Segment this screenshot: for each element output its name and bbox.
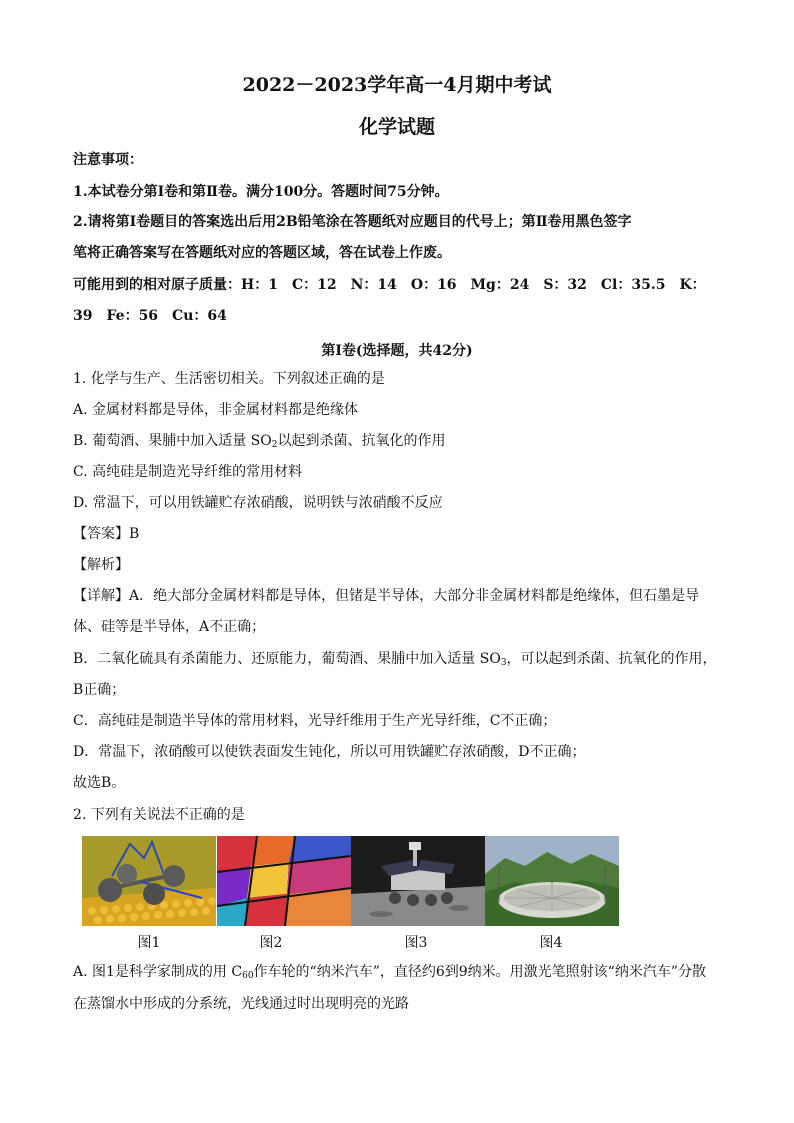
q1-stem: 1. 化学与生产、生活密切相关。下列叙述正确的是 [73,371,385,387]
q1-detail-line-7: 故选B。 [73,775,126,791]
exam-subtitle: 化学试题 [358,116,435,138]
q1-option-a: A. 金属材料都是导体，非金属材料都是绝缘体 [73,402,359,418]
figure-2-caption: 图2 [259,935,283,951]
figure-1-nanocar [82,836,216,926]
notes-heading: 注意事项： [73,152,143,168]
q2-stem: 2. 下列有关说法不正确的是 [73,807,245,823]
q1-detail-line-5: C．高纯硅是制造半导体的常用材料，光导纤维用于生产光导纤维，C不正确； [73,713,557,729]
notes-item-2-line-2: 笔将正确答案写在答题纸对应的答题区域，答在试卷上作废。 [73,245,451,261]
section-title: 第Ⅰ卷(选择题，共42分) [321,343,473,359]
figure-1-caption: 图1 [137,935,161,951]
q2-option-a-line-1 [73,962,723,986]
q2-option-a-post: 作车轮的“纳米汽车”，直径约6到9纳米。用激光笔照射该“纳米汽车”分散 [253,964,706,980]
q1-detail-line-3-sub: 3 [500,658,507,668]
q1-detail-line-3 [73,649,723,673]
q2-option-a-line-2: 在蒸馏水中形成的分系统，光线通过时出现明亮的光路 [73,996,409,1012]
figure-3-caption: 图3 [404,935,428,951]
q1-analysis-label: 【解析】 [73,557,129,573]
q1-detail-line-4: B正确； [73,682,126,698]
q2-option-a-sub: 60 [242,971,254,981]
notes-item-2-line-1: 2.请将第Ⅰ卷题目的答案选出后用2B铅笔涂在答题纸对应题目的代号上；第Ⅱ卷用黑色签字 [73,214,632,230]
q1-option-d: D. 常温下，可以用铁罐贮存浓硝酸，说明铁与浓硝酸不反应 [73,495,443,511]
exam-title: 2022－2023学年高一4月期中考试 [242,74,552,96]
q1-detail-line-3-pre: B．二氧化硫具有杀菌能力、还原能力，葡萄酒、果脯中加入适量 SO [73,651,501,667]
atomic-mass-line-1: 可能用到的相对原子质量：H：1 C：12 N：14 O：16 Mg：24 S：32 Cl：35.5 K： [73,277,706,293]
figure-3-lunar-rover [351,836,485,926]
figure-2-colored-glass [217,836,351,926]
q1-option-b-post: 以起到杀菌、抗氧化的作用 [277,433,446,449]
atomic-mass-line-2: 39 Fe：56 Cu：64 [73,308,227,324]
figure-4-radio-telescope [485,836,619,926]
q1-detail-line-2: 体、硅等是半导体，A不正确； [73,619,266,635]
q2-option-a-pre: A. 图1是科学家制成的用 C [73,964,243,980]
q1-answer: 【答案】B [73,526,140,542]
q1-detail-line-6: D．常温下，浓硝酸可以使铁表面发生钝化，所以可用铁罐贮存浓硝酸，D不正确； [73,744,586,760]
q1-option-c: C. 高纯硅是制造光导纤维的常用材料 [73,464,303,480]
figure-4-caption: 图4 [539,935,563,951]
q1-option-b [73,431,723,455]
q1-detail-line-1: 【详解】A．绝大部分金属材料都是导体，但锗是半导体，大部分非金属材料都是绝缘体，但石墨是导 [73,588,700,604]
notes-item-1: 1.本试卷分第Ⅰ卷和第Ⅱ卷。满分100分。答题时间75分钟。 [73,184,449,200]
q1-option-b-pre: B. 葡萄酒、果脯中加入适量 SO [73,433,272,449]
q1-detail-line-3-post: ，可以起到杀菌、抗氧化的作用， [506,651,717,667]
q1-option-b-sub: 2 [271,440,278,450]
